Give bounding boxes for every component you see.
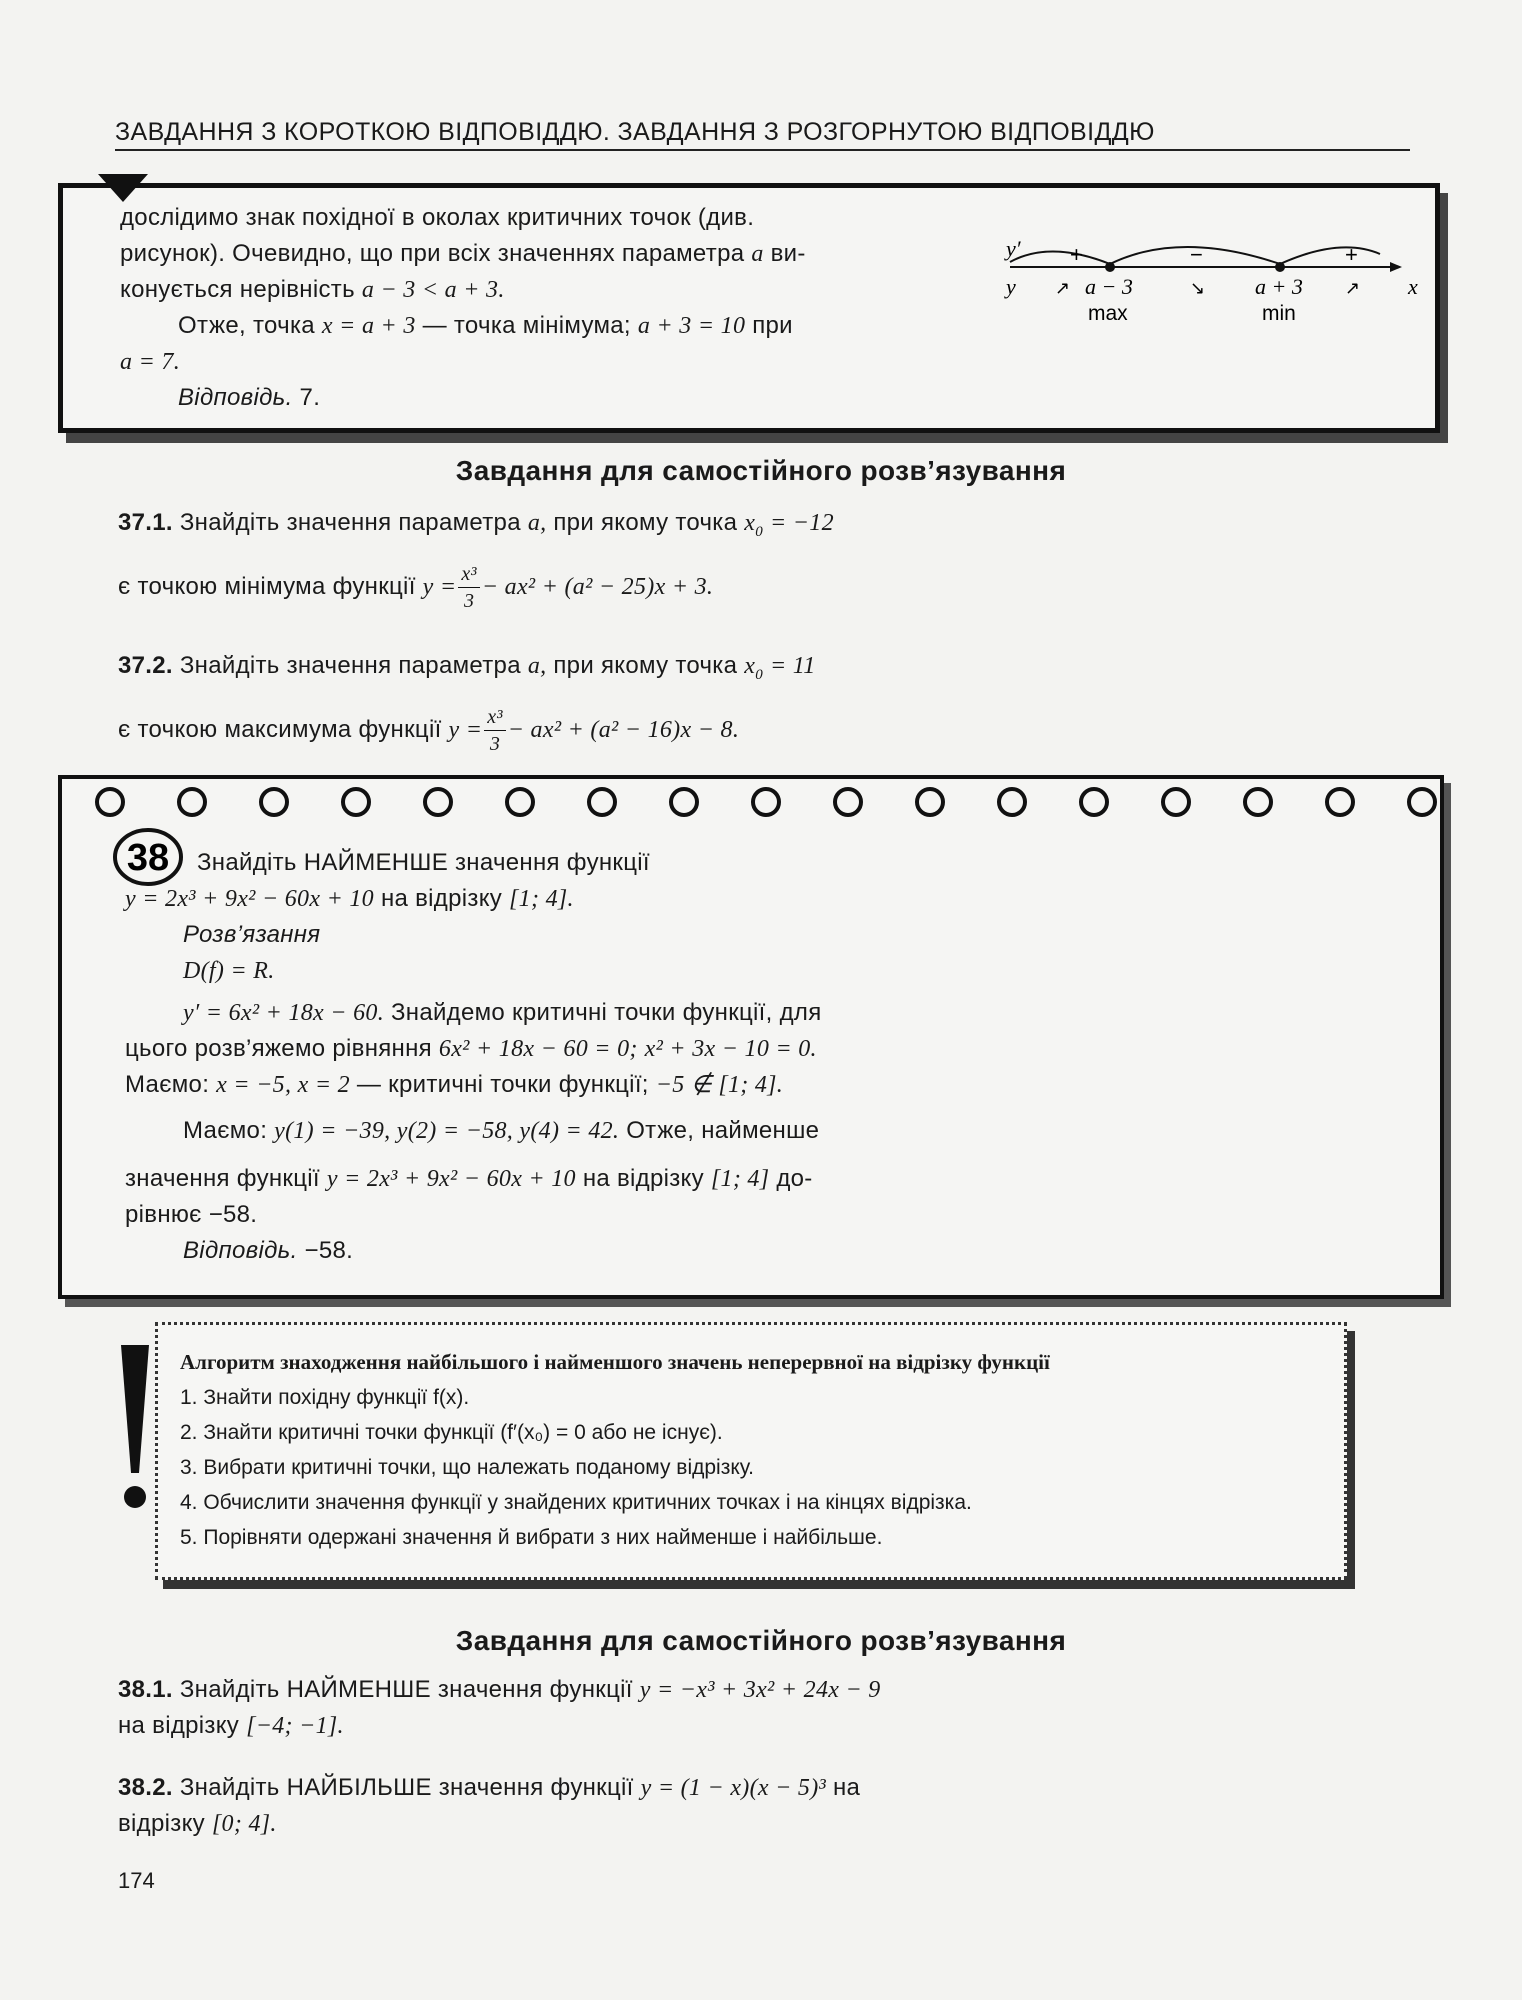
- critical-point-1: [1105, 262, 1115, 272]
- sign-2: −: [1190, 242, 1203, 267]
- increase-arrow-1-icon: ↗: [1055, 278, 1071, 299]
- example37-text: [120, 200, 920, 416]
- ex37-line5: a = 7.: [120, 349, 180, 375]
- exclamation-icon: [115, 1345, 155, 1515]
- algorithm-step-2: 2. Знайти критичні точки функції (f′(x₀) = 0 або не існує).: [180, 1421, 723, 1444]
- task-37-1-line2: є точкою мінімума функції y = $\frac{\text{x³}}{3}$ − ax² + (a² − 25)x + 3.: [118, 562, 714, 612]
- ex38-statement: Знайдіть НАЙМЕНШЕ значення функції: [197, 849, 650, 876]
- decrease-arrow-icon: ↘: [1190, 278, 1206, 299]
- task-37-1: [118, 505, 1068, 611]
- page-number: 174: [118, 1868, 155, 1893]
- ex37-line1: дослідимо знак похідної в околах критичних точок (див.: [120, 204, 755, 231]
- task-38-1-line2: на відрізку [−4; −1].: [118, 1712, 344, 1739]
- sign-arc-1: [1010, 251, 1110, 264]
- axis-arrow-icon: [1390, 262, 1402, 272]
- task-38-1-line1: 38.1. Знайдіть НАЙМЕНШЕ значення функції y = −x³ + 3x² + 24x − 9: [118, 1676, 881, 1703]
- example-number: 38: [126, 837, 170, 879]
- ex37-line4: Отже, точка x = a + 3 — точка мінімума; a + 3 = 10 при: [178, 312, 793, 339]
- running-header: ЗАВДАННЯ З КОРОТКОЮ ВІДПОВІДДЮ. ЗАВДАННЯ З РОЗГОРНУТОЮ ВІДПОВІДДЮ: [115, 118, 1410, 151]
- algorithm-step-5: 5. Порівняти одержані значення й вибрати з них найменше і найбільше.: [180, 1526, 883, 1549]
- point-label-1: a − 3: [1085, 274, 1133, 299]
- ex38-conclusion: значення функції y = 2x³ + 9x² − 60x + 10 на відрізку [1; 4] до-: [125, 1165, 813, 1192]
- max-label: max: [1088, 302, 1128, 325]
- task-37-1-line1: 37.1. Знайдіть значення параметра a, при якому точка $x_0 = -12$: [118, 509, 834, 540]
- ex38-equation: цього розв’яжемо рівняння 6x² + 18x − 60 = 0; x² + 3x − 10 = 0.: [125, 1035, 817, 1062]
- ex38-answer: Відповідь. −58.: [183, 1237, 354, 1264]
- fraction: $\frac{\text{x³}}{3}$: [484, 707, 505, 754]
- task-37-2: [118, 648, 1068, 754]
- ex37-line2: рисунок). Очевидно, що при всіх значеннях параметра a ви-: [120, 240, 806, 267]
- algorithm-step-1: 1. Знайти похідну функції f(x).: [180, 1386, 470, 1409]
- min-label: min: [1262, 302, 1296, 325]
- algorithm-title: Алгоритм знаходження найбільшого і найменшого значень неперервної на відрізку функції: [180, 1350, 1050, 1374]
- critical-point-2: [1275, 262, 1285, 272]
- ex38-roots: Маємо: x = −5, x = 2 — критичні точки функції; −5 ∉ [1; 4].: [125, 1071, 784, 1098]
- ex38-conclusion-end: рівнює −58.: [125, 1201, 258, 1228]
- point-label-2: a + 3: [1255, 274, 1303, 299]
- algorithm-text: [180, 1345, 1320, 1555]
- section-title-2: Завдання для самостійного розв’язування: [455, 1625, 1067, 1656]
- notebook-rings: [58, 770, 1443, 830]
- func-label: y: [1006, 274, 1016, 299]
- task-37-2-line1: 37.2. Знайдіть значення параметра a, при якому точка $x_0 = 11$: [118, 652, 816, 683]
- task-37-2-line2: є точкою максимума функції y = $\frac{\text{x³}}{3}$ − ax² + (a² − 16)x − 8.: [118, 705, 740, 755]
- task-38-2: [118, 1770, 1068, 1842]
- example38-text: [125, 845, 975, 1269]
- ex38-deriv: y′ = 6x² + 18x − 60. Знайдемо критичні точки функції, для: [183, 999, 822, 1026]
- task-38-1: [118, 1672, 1068, 1744]
- increase-arrow-2-icon: ↗: [1345, 278, 1361, 299]
- ex38-domain: D(f) = R.: [183, 958, 275, 984]
- ex38-solution-label: Розв’язання: [183, 921, 321, 948]
- ex38-function-line: y = 2x³ + 9x² − 60x + 10 на відрізку [1; 4].: [125, 885, 574, 912]
- ex38-values: Маємо: y(1) = −39, y(2) = −58, y(4) = 42. Отже, найменше: [183, 1117, 820, 1144]
- sign-chart: [980, 232, 1420, 332]
- ex37-line3: конується нерівність a − 3 < a + 3.: [120, 276, 505, 303]
- section-title-1: Завдання для самостійного розв’язування: [455, 455, 1067, 486]
- ex37-answer: Відповідь. 7.: [178, 384, 321, 411]
- algorithm-step-3: 3. Вибрати критичні точки, що належать поданому відрізку.: [180, 1456, 755, 1479]
- task-38-2-line2: відрізку [0; 4].: [118, 1810, 277, 1837]
- sign-3: +: [1345, 242, 1358, 267]
- deriv-label: y′: [1006, 236, 1021, 261]
- algorithm-step-4: 4. Обчислити значення функції у знайдених критичних точках і на кінцях відрізка.: [180, 1491, 972, 1514]
- x-axis-label: x: [1408, 274, 1418, 299]
- sign-arc-3: [1280, 247, 1380, 264]
- sign-1: +: [1070, 242, 1083, 267]
- task-38-2-line1: 38.2. Знайдіть НАЙБІЛЬШЕ значення функції y = (1 − x)(x − 5)³ на: [118, 1774, 861, 1801]
- fraction: $\frac{\text{x³}}{3}$: [458, 564, 479, 611]
